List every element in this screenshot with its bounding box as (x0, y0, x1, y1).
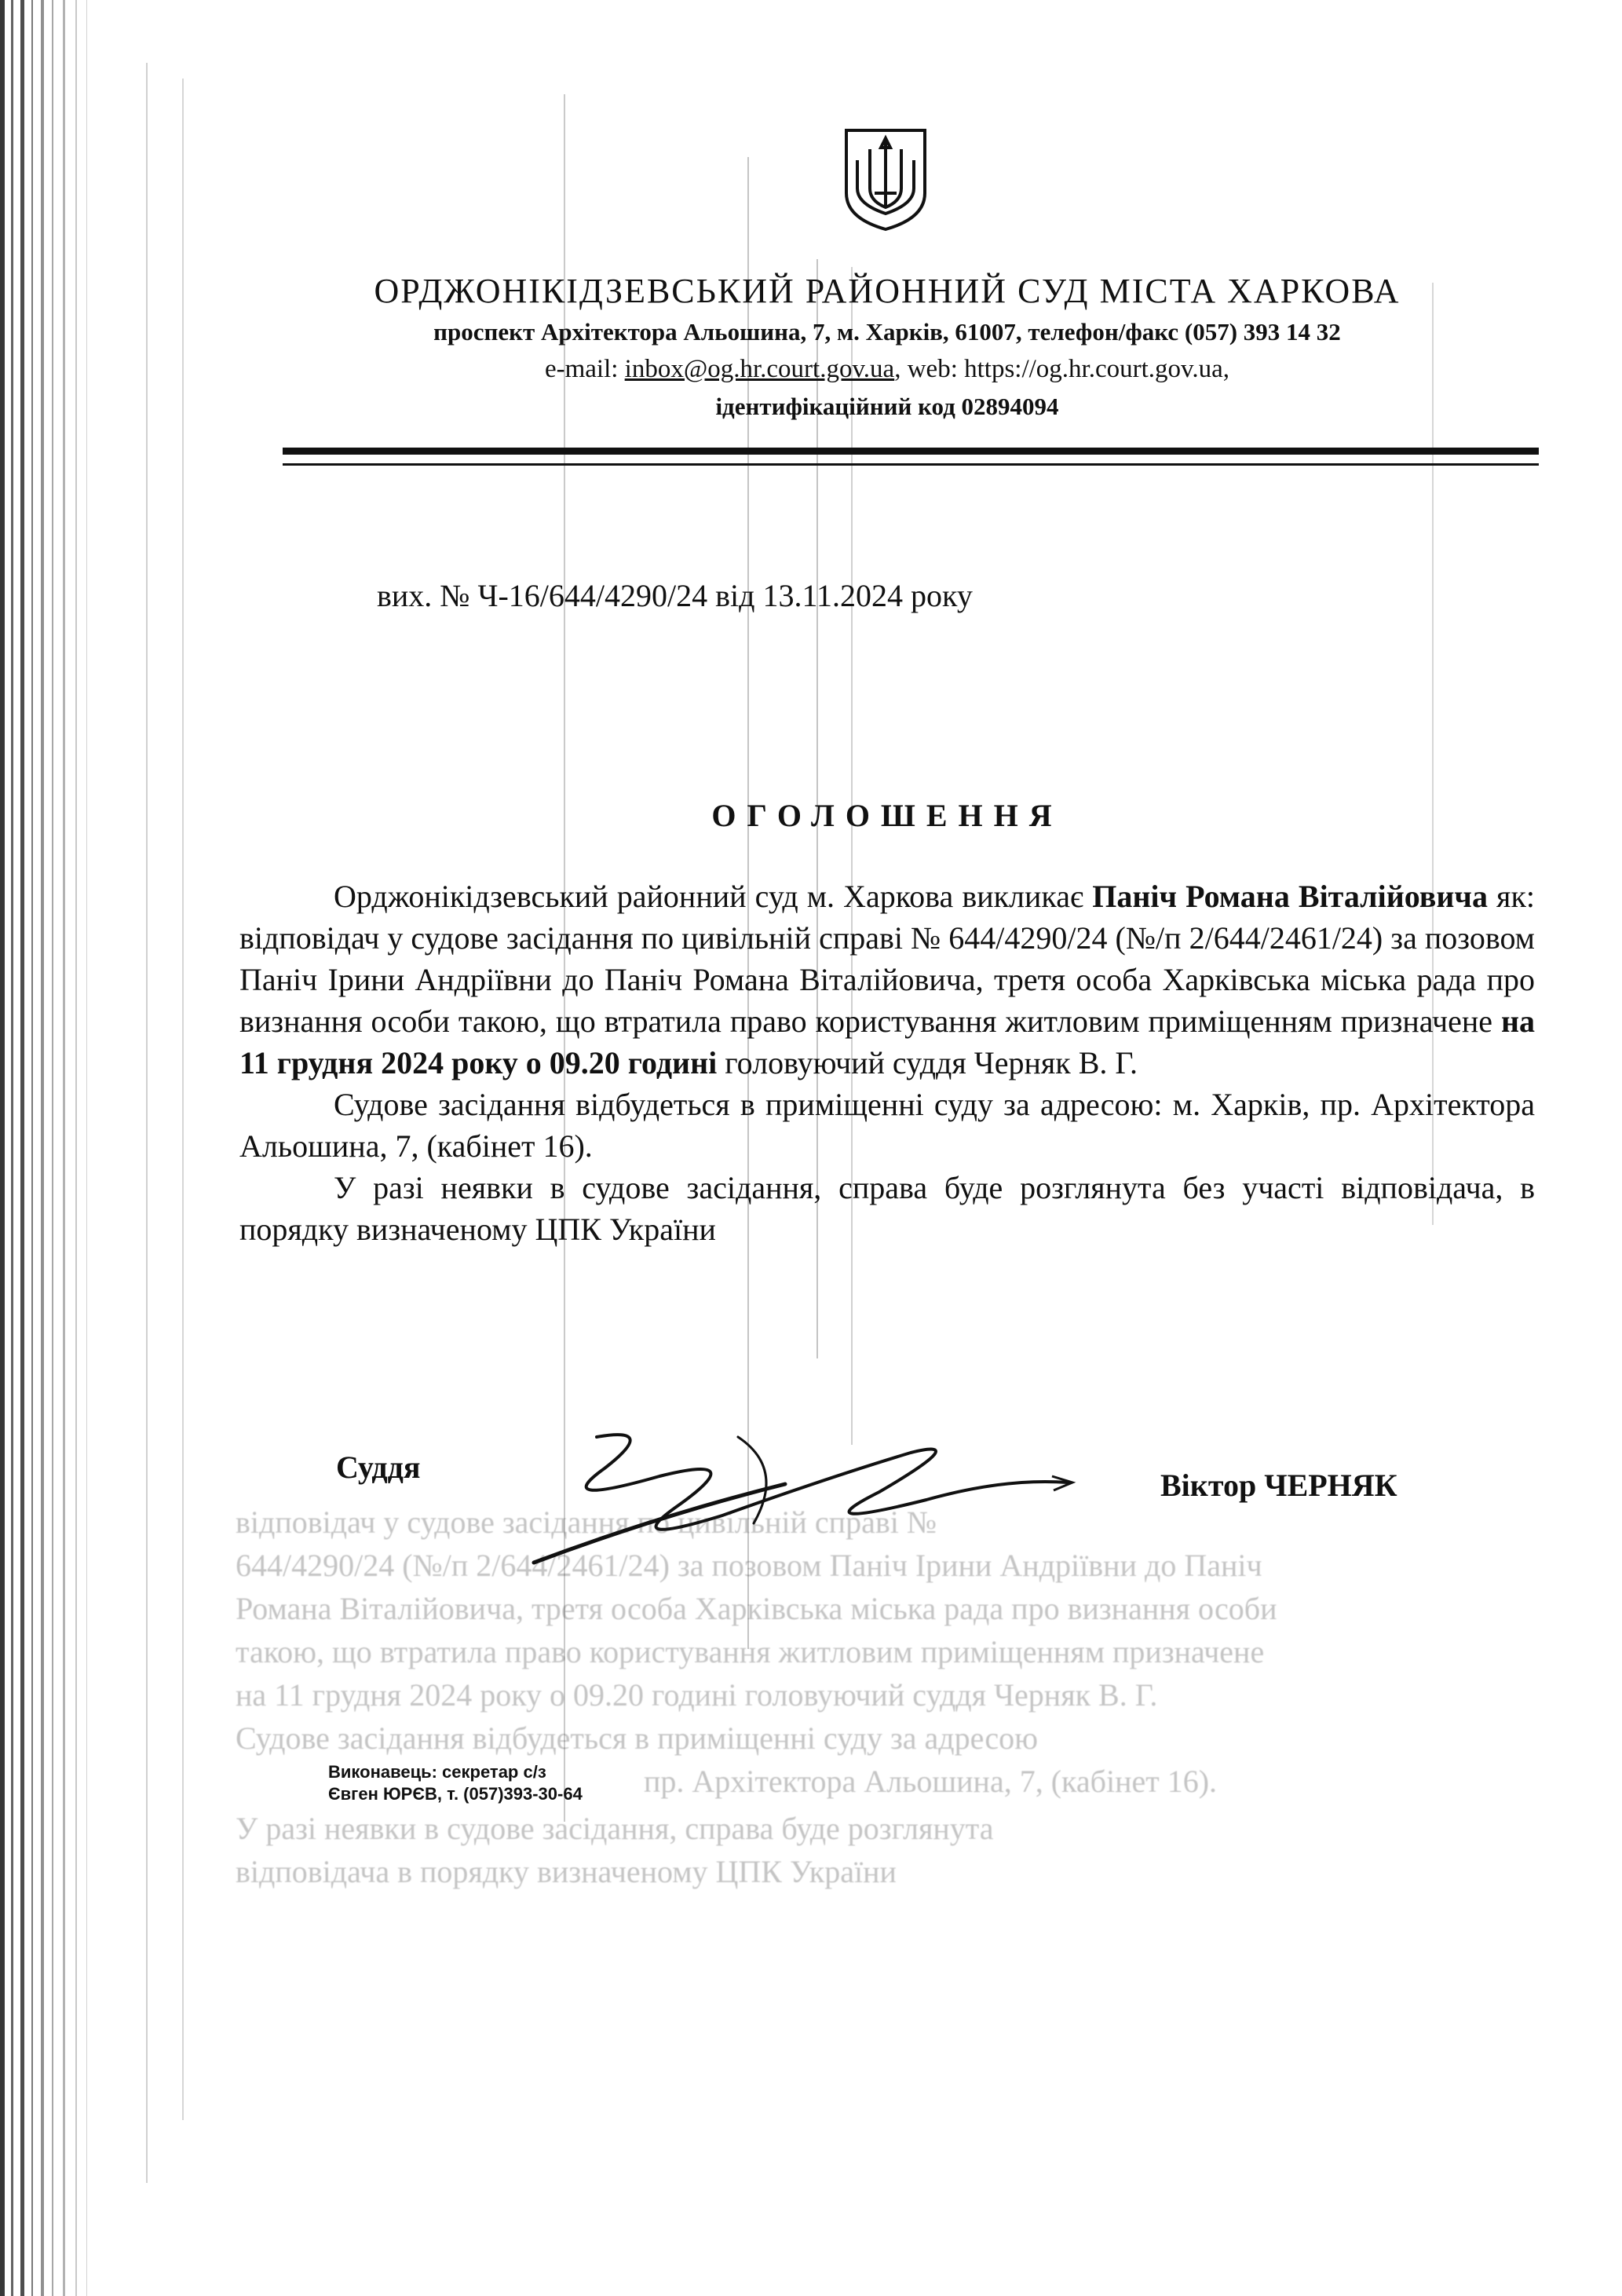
web-link[interactable]: https://og.hr.court.gov.ua, (964, 355, 1230, 383)
bleed-through-line: 644/4290/24 (№/п 2/644/2461/24) за позовом Паніч Ірини Андріївни до Паніч (236, 1548, 1262, 1583)
bleed-through-line: відповідача в порядку визначеному ЦПК України (236, 1854, 897, 1889)
header-divider-thick (283, 448, 1539, 455)
scan-line-artifact (182, 79, 184, 2120)
hearing-date: на 11 грудня 2024 року о 09.20 годині (239, 1004, 1535, 1080)
notice-paragraph-location: Судове засідання відбудеться в приміщенні суду за адресою: м. Харків, пр. Архітектора Альошина, 7, (кабінет 16). (239, 1087, 1535, 1164)
executor-block (328, 1761, 583, 1805)
notice-paragraph-summons (239, 876, 1535, 1084)
bleed-through-line: на 11 грудня 2024 року о 09.20 годині головуючий суддя Черняк В. Г. (236, 1677, 1158, 1713)
handwritten-signature-icon (502, 1421, 1083, 1578)
email-link[interactable]: inbox@og.hr.court.gov.ua (624, 355, 895, 383)
defendant-name: Паніч Романа Віталійовича (1092, 879, 1488, 914)
bleed-through-line: У разі неявки в судове засідання, справа буде розглянута (236, 1811, 994, 1846)
notice-text: як: відповідач у судове засідання по цивільній справі № 644/4290/24 (№/п 2/644/2461/24) за позовом Паніч Ірини Андріївни до Паніч Романа Віталійовича, третя особа Харківська міська рада про визнання особи такою, що втратила право користування житловим приміщенням призначене (239, 879, 1535, 1039)
bleed-through-line: відповідач у судове засідання по цивільній справі № (236, 1504, 937, 1540)
court-contacts (314, 355, 1460, 384)
header-divider-thin (283, 463, 1539, 466)
signature-title: Суддя (336, 1450, 421, 1485)
scan-line-artifact (851, 267, 853, 1445)
court-address: проспект Архітектора Альошина, 7, м. Харків, 61007, телефон/факс (057) 393 14 32 (433, 318, 1341, 345)
bleed-through-line: пр. Архітектора Альошина, 7, (кабінет 16). (644, 1764, 1218, 1799)
notice-paragraph-absence: У разі неявки в судове засідання, справа буде розглянута без участі відповідача, в порядку визначеному ЦПК України (239, 1170, 1535, 1247)
notice-title: ОГОЛОШЕННЯ (711, 798, 1063, 833)
scan-edge-artifact (0, 0, 94, 2296)
scan-line-artifact (146, 63, 148, 2183)
court-id-code: ідентифікаційний код 02894094 (715, 393, 1059, 420)
notice-body (239, 876, 1535, 1250)
outgoing-reference: вих. № Ч-16/644/4290/24 від 13.11.2024 року (377, 578, 973, 613)
bleed-through-line: Романа Віталійовича, третя особа Харківська міська рада про визнання особи (236, 1591, 1277, 1626)
judge-name: Віктор ЧЕРНЯК (1160, 1468, 1397, 1503)
email-label: e-mail: (544, 355, 619, 383)
executor-contact: Євген ЮРЄВ, т. (057)393-30-64 (328, 1784, 583, 1804)
web-label: , web: (894, 355, 958, 383)
bleed-through-line: Судове засідання відбудеться в приміщенні суду за адресою (236, 1720, 1039, 1756)
coat-of-arms-icon (838, 126, 933, 232)
notice-text: головуючий суддя Черняк В. Г. (717, 1045, 1138, 1080)
notice-text: Орджонікідзевський районний суд м. Харкова викликає (334, 879, 1093, 914)
bleed-through-line: такою, що втратила право користування житловим приміщенням призначене (236, 1634, 1265, 1669)
executor-role: Виконавець: секретар с/з (328, 1762, 546, 1782)
court-name: ОРДЖОНІКІДЗЕВСЬКИЙ РАЙОННИЙ СУД МІСТА ХАРКОВА (374, 272, 1401, 310)
